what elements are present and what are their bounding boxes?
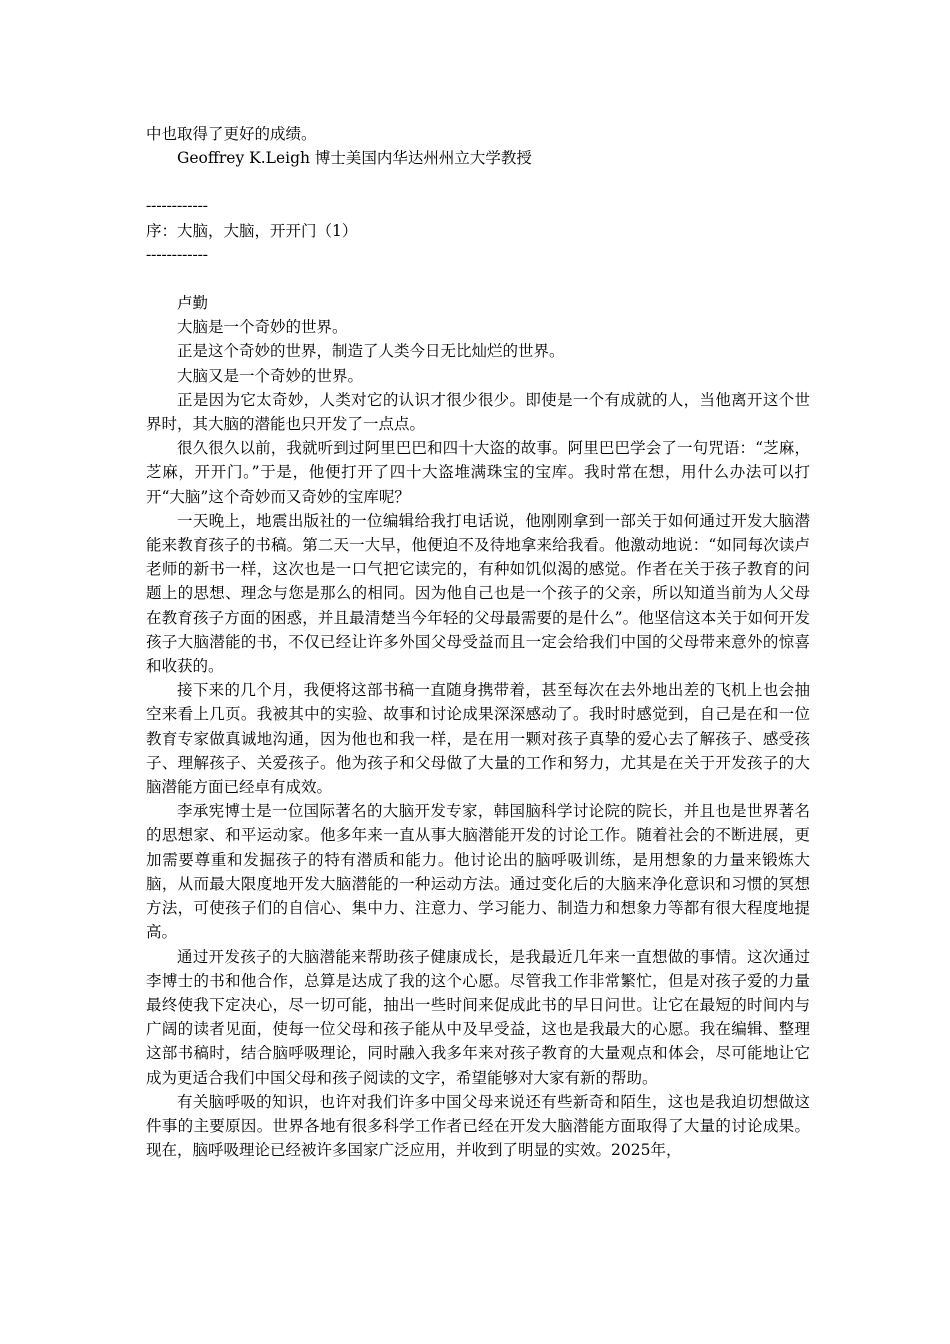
document-body [146, 122, 810, 1162]
paragraph: 正是因为它太奇妙，人类对它的认识才很少很少。即使是一个有成就的人，当他离开这个世界时，其大脑的潜能也只开发了一点点。 [146, 390, 810, 434]
paragraph: 有关脑呼吸的知识，也许对我们许多中国父母来说还有些新奇和陌生，这也是我迫切想做这件事的主要原因。世界各地有很多科学工作者已经在开发大脑潜能方面取得了大量的讨论成果。现在，脑呼吸理论已经被许多国家广泛应用，并收到了明显的实效。2025年， [146, 1092, 810, 1160]
intro-line-2: 正是这个奇妙的世界，制造了人类今日无比灿烂的世界。 [177, 342, 565, 361]
paragraph: 很久很久以前，我就听到过阿里巴巴和四十大盗的故事。阿里巴巴学会了一句咒语：“芝麻，芝麻，开开门。”于是，他便打开了四十大盗堆满珠宝的宝库。我时常在想，用什么办法可以打开“大脑”这个奇妙而又奇妙的宝库呢？ [146, 439, 810, 506]
author-name: 卢勤 [177, 294, 209, 313]
section-title: 序：大脑，大脑，开开门（1） [146, 221, 358, 240]
separator-bottom: ------------ [146, 245, 208, 263]
blank-line [146, 267, 810, 291]
blank-line [146, 170, 810, 194]
opening-line: 中也取得了更好的成绩。 [146, 125, 317, 143]
separator-top: ------------ [146, 197, 208, 215]
attribution-line: Geoffrey K.Leigh 博士美国内华达州州立大学教授 [177, 149, 532, 168]
paragraph: 接下来的几个月，我便将这部书稿一直随身携带着，甚至每次在去外地出差的飞机上也会抽空来看上几页。我被其中的实验、故事和讨论成果深深感动了。我时时感觉到，自己是在和一位教育专家做真诚地沟通，因为他也和我一样，是在用一颗对孩子真挚的爱心去了解孩子、感受孩子、理解孩子、关爱孩子。他为孩子和父母做了大量的工作和努力，尤其是在关于开发孩子的大脑潜能方面已经卓有成效。 [146, 681, 810, 797]
paragraph: 一天晚上，地震出版社的一位编辑给我打电话说，他刚刚拿到一部关于如何通过开发大脑潜能来教育孩子的书稿。第二天一大早，他便迫不及待地拿来给我看。他激动地说：“如同每次读卢老师的新书一样，这次也是一口气把它读完的，有种如饥似渴的感觉。作者在关于孩子教育的问题上的思想、理念与您是那么的相同。因为他自己也是一个孩子的父亲，所以知道当前为人父母在教育孩子方面的困惑，并且最清楚当今年轻的父母最需要的是什么”。他坚信这本关于如何开发孩子大脑潜能的书，不仅已经让许多外国父母受益而且一定会给我们中国的父母带来意外的惊喜和收获的。 [146, 511, 810, 676]
intro-line-3: 大脑又是一个奇妙的世界。 [177, 366, 364, 385]
paragraph: 通过开发孩子的大脑潜能来帮助孩子健康成长，是我最近几年来一直想做的事情。这次通过李博士的书和他合作，总算是达成了我的这个心愿。尽管我工作非常繁忙，但是对孩子爱的力量最终使我下定决心，尽一切可能，抽出一些时间来促成此书的早日问世。让它在最短的时间内与广阔的读者见面，使每一位父母和孩子能从中及早受益，这也是我最大的心愿。我在编辑、整理这部书稿时，结合脑呼吸理论，同时融入我多年来对孩子教育的大量观点和体会，尽可能地让它成为更适合我们中国父母和孩子阅读的文字，希望能够对大家有新的帮助。 [146, 947, 810, 1087]
intro-line-1: 大脑是一个奇妙的世界。 [177, 318, 348, 337]
paragraph: 李承宪博士是一位国际著名的大脑开发专家，韩国脑科学讨论院的院长，并且也是世界著名的思想家、和平运动家。他多年来一直从事大脑潜能开发的讨论工作。随着社会的不断进展，更加需要尊重和发掘孩子的特有潜质和能力。他讨论出的脑呼吸训练，是用想象的力量来锻炼大脑，从而最大限度地开发大脑潜能的一种运动方法。通过变化后的大脑来净化意识和习惯的冥想方法，可使孩子们的自信心、集中力、注意力、学习能力、制造力和想象力等都有很大程度地提高。 [146, 802, 810, 942]
